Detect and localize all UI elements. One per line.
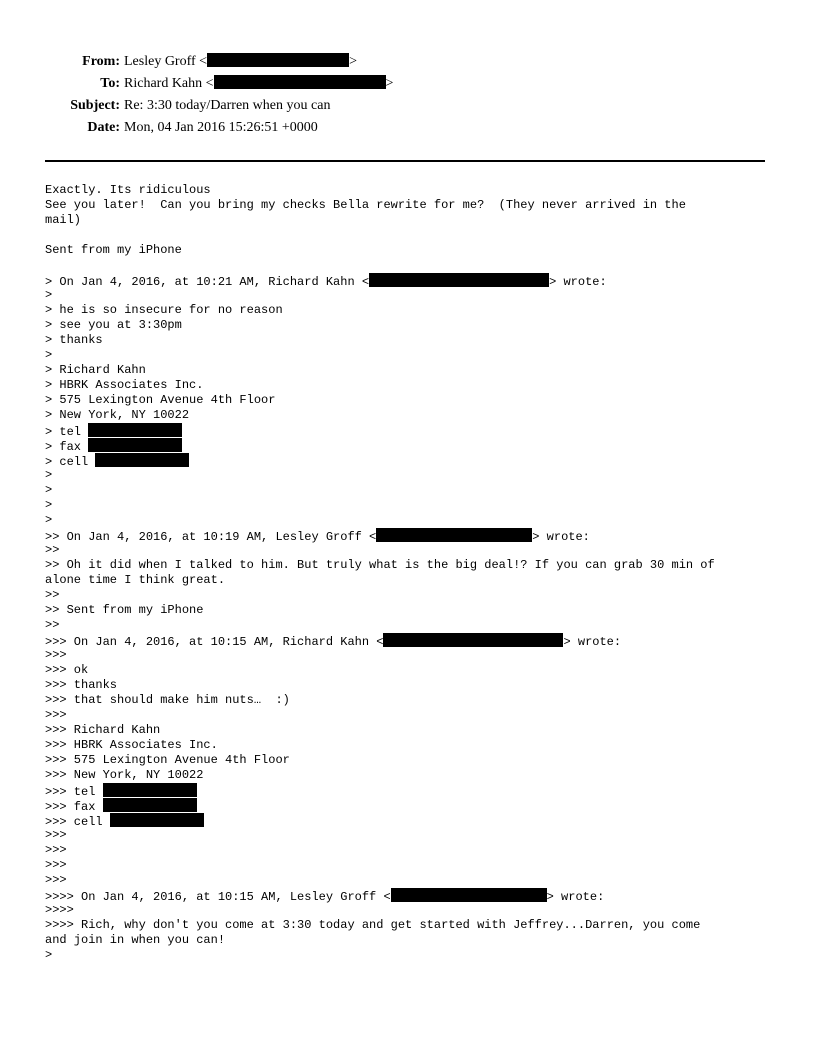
body-line: > (45, 948, 53, 962)
quote-header-line (45, 273, 775, 288)
from-label: From: (82, 54, 120, 69)
quote-header-end: > wrote: (532, 530, 590, 544)
quote-header-line (45, 633, 775, 648)
body-line (45, 228, 775, 243)
body-line: Sent from my iPhone (45, 243, 182, 257)
body-line: > 575 Lexington Avenue 4th Floor (45, 393, 276, 407)
contact-label: > fax (45, 440, 89, 454)
contact-label: >>> tel (45, 785, 103, 799)
subject-value: Re: 3:30 today/Darren when you can (124, 98, 331, 113)
redaction-box (207, 53, 349, 67)
body-line: mail) (45, 213, 82, 227)
body-line: >>> (45, 708, 67, 722)
body-line: >>> ok (45, 663, 89, 677)
body-line: >>> (45, 843, 67, 857)
body-line: >>> New York, NY 10022 (45, 768, 204, 782)
date-label: Date: (87, 120, 120, 135)
quote-header-end: > wrote: (546, 890, 605, 904)
redaction-box (376, 528, 532, 542)
redaction-box (88, 438, 182, 452)
body-line: Exactly. Its ridiculous (45, 183, 211, 197)
contact-label: > tel (45, 425, 89, 439)
body-line: >>> Richard Kahn (45, 723, 161, 737)
contact-line (45, 783, 775, 798)
contact-line (45, 453, 775, 468)
message-body (45, 183, 775, 963)
redaction-box (95, 453, 189, 467)
body-line: >> (45, 543, 60, 557)
body-line: and join in when you can! (45, 933, 226, 947)
to-close: > (385, 76, 394, 91)
body-line: >>> (45, 648, 67, 662)
redaction-box (383, 633, 563, 647)
body-line (45, 258, 775, 273)
body-line: > (45, 348, 53, 362)
contact-label: > cell (45, 455, 96, 469)
quote-header-end: > wrote: (549, 275, 607, 289)
body-line: >>> HBRK Associates Inc. (45, 738, 218, 752)
redaction-box (214, 75, 386, 89)
body-line: > (45, 498, 53, 512)
redaction-box (103, 783, 197, 797)
to-name: Richard Kahn < (124, 76, 214, 91)
contact-line (45, 798, 775, 813)
body-line: >>> (45, 873, 67, 887)
body-line: > Richard Kahn (45, 363, 146, 377)
header-subject (0, 96, 330, 116)
redaction-box (110, 813, 204, 827)
contact-label: >>> fax (45, 800, 103, 814)
body-line: > (45, 468, 53, 482)
body-line: > New York, NY 10022 (45, 408, 190, 422)
contact-line (45, 423, 775, 438)
body-line: >>>> Rich, why don't you come at 3:30 today and get started with Jeffrey...Darren, you come (45, 918, 701, 932)
body-line: >>> (45, 828, 67, 842)
quote-header-text: >> On Jan 4, 2016, at 10:19 AM, Lesley Groff < (45, 530, 377, 544)
body-line: >>>> (45, 903, 74, 917)
header-date (0, 118, 318, 138)
contact-line (45, 813, 775, 828)
to-label: To: (100, 76, 120, 91)
header-to (0, 74, 393, 94)
quote-header-text: > On Jan 4, 2016, at 10:21 AM, Richard Kahn < (45, 275, 370, 289)
header-divider (45, 160, 765, 162)
contact-label: >>> cell (45, 815, 110, 829)
redaction-box (103, 798, 197, 812)
redaction-box (369, 273, 549, 287)
body-line: > see you at 3:30pm (45, 318, 182, 332)
redaction-box (88, 423, 182, 437)
quote-header-end: > wrote: (563, 635, 622, 649)
quote-header-line (45, 528, 775, 543)
body-line: > he is so insecure for no reason (45, 303, 283, 317)
body-line: alone time I think great. (45, 573, 226, 587)
quote-header-line (45, 888, 775, 903)
body-line: > (45, 288, 53, 302)
body-line: > thanks (45, 333, 103, 347)
body-line: See you later! Can you bring my checks Bella rewrite for me? (They never arrived in the (45, 198, 686, 212)
body-line: >>> thanks (45, 678, 118, 692)
date-value: Mon, 04 Jan 2016 15:26:51 +0000 (124, 120, 318, 135)
redaction-box (391, 888, 547, 902)
contact-line (45, 438, 775, 453)
body-line: > (45, 483, 53, 497)
body-line: >> Oh it did when I talked to him. But truly what is the big deal!? If you can grab 30 min of (45, 558, 715, 572)
body-line: >> (45, 588, 60, 602)
body-line: >>> (45, 858, 67, 872)
quote-header-text: >>> On Jan 4, 2016, at 10:15 AM, Richard Kahn < (45, 635, 384, 649)
body-line: > HBRK Associates Inc. (45, 378, 204, 392)
body-line: >> (45, 618, 60, 632)
body-line: > (45, 513, 53, 527)
body-line: >>> that should make him nuts… :) (45, 693, 290, 707)
from-name: Lesley Groff < (124, 54, 208, 69)
from-close: > (349, 54, 357, 69)
subject-label: Subject: (70, 98, 120, 113)
header-from (0, 52, 357, 72)
body-line: >>> 575 Lexington Avenue 4th Floor (45, 753, 290, 767)
quote-header-text: >>>> On Jan 4, 2016, at 10:15 AM, Lesley Groff < (45, 890, 391, 904)
body-line: >> Sent from my iPhone (45, 603, 204, 617)
